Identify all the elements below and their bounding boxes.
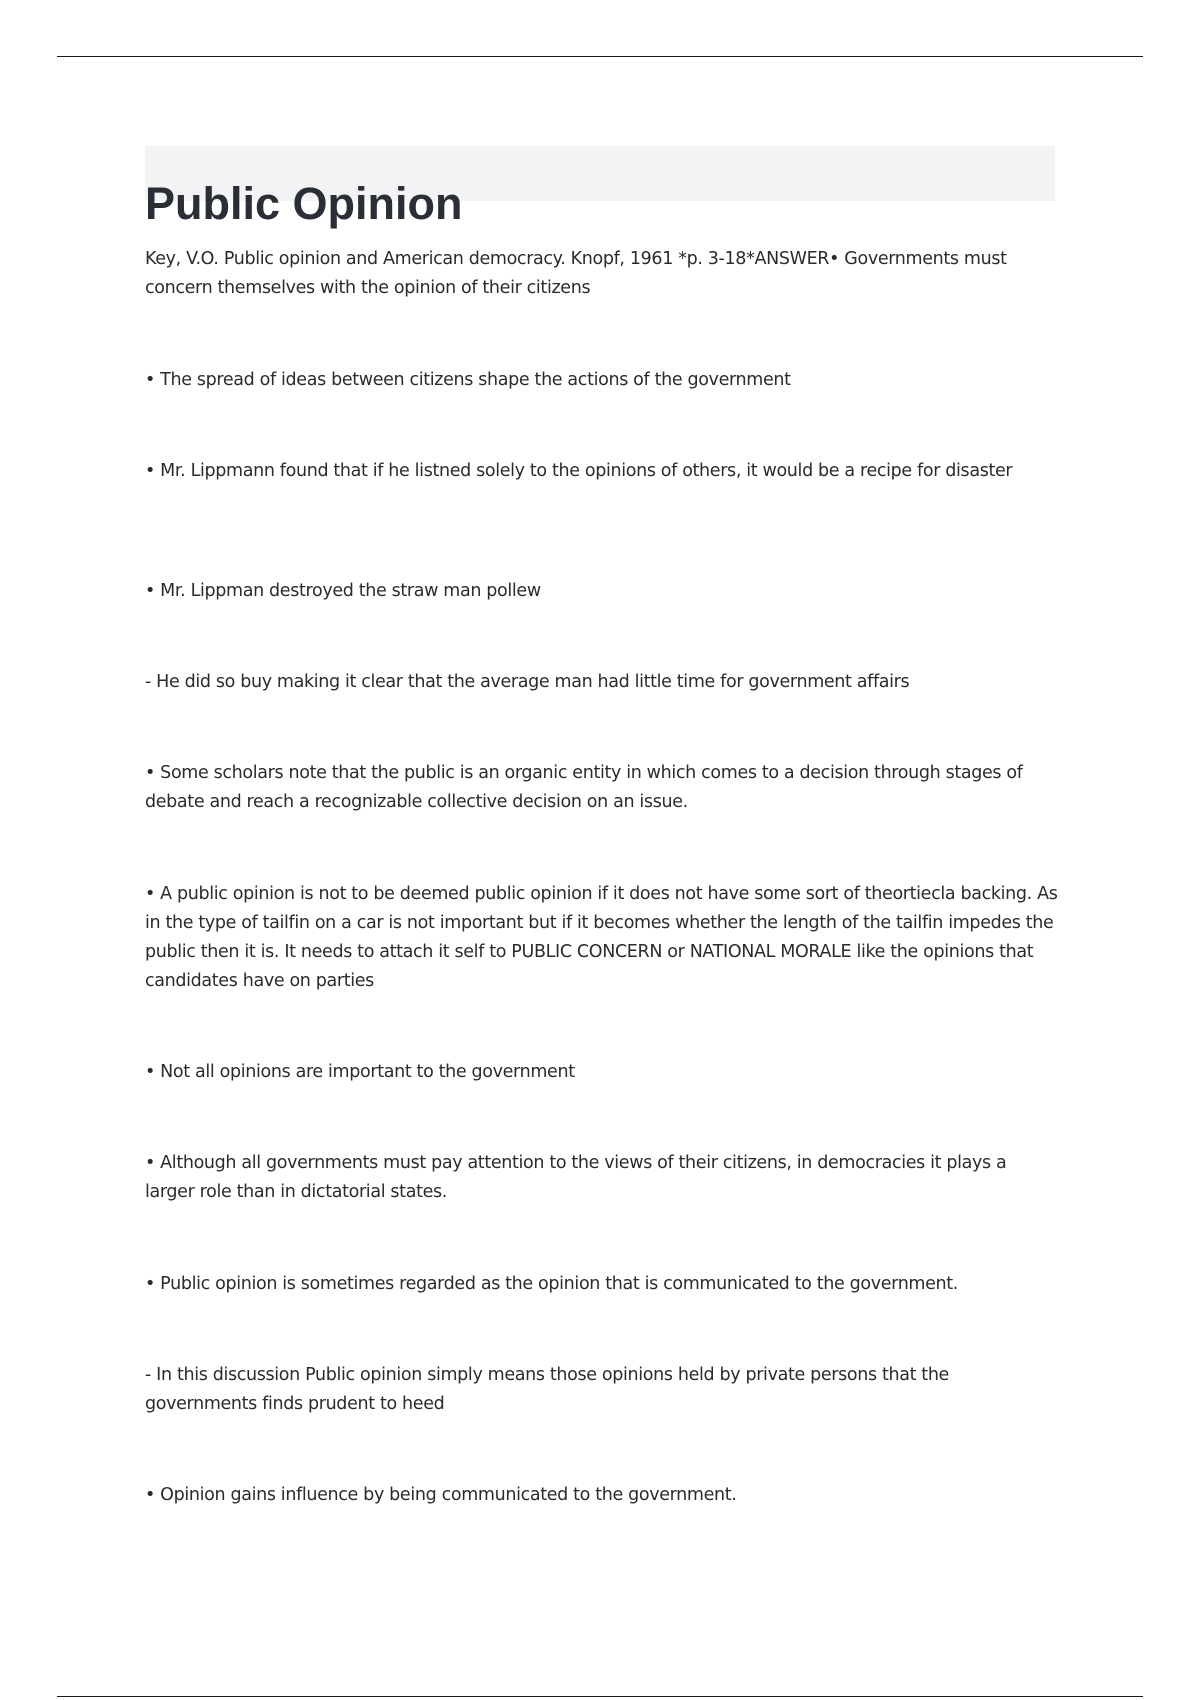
paragraph-bullet: • A public opinion is not to be deemed public opinion if it does not have some sort of theortiecla backing. As in the type of tailfin on a car is not important but if it becomes whether the length of the tailfin impedes the public then it is. It needs to attach it self to PUBLIC CONCERN or NATIONAL MORALE like the opinions that candidates have on parties [145,884,1058,991]
paragraph-bullet: • Although all governments must pay attention to the views of their citizens, in democracies it plays a larger role than in dictatorial states. [145,1153,1007,1202]
paragraph-bullet: • Mr. Lippmann found that if he listned solely to the opinions of others, it would be a recipe for disaster [145,461,1013,481]
paragraph-dash: - In this discussion Public opinion simply means those opinions held by private persons that the governments finds prudent to heed [145,1365,949,1414]
paragraph-bullet: • Not all opinions are important to the government [145,1062,575,1082]
paragraph-bullet: • Some scholars note that the public is an organic entity in which comes to a decision through stages of debate and reach a recognizable collective decision on an issue. [145,763,1023,812]
paragraph-bullet: • The spread of ideas between citizens shape the actions of the government [145,370,791,390]
paragraph-bullet: • Public opinion is sometimes regarded as the opinion that is communicated to the government. [145,1274,959,1294]
paragraph-dash: - He did so buy making it clear that the average man had little time for government affairs [145,672,910,692]
top-divider [57,56,1143,57]
page-title: Public Opinion [145,178,463,230]
paragraph-citation: Key, V.O. Public opinion and American democracy. Knopf, 1961 *p. 3-18*ANSWER• Governments must concern themselves with the opinion of their citizens [145,249,1007,298]
paragraph-bullet: • Opinion gains influence by being communicated to the government. [145,1485,737,1505]
title-banner [145,146,1055,230]
paragraph-bullet: • Mr. Lippman destroyed the straw man pollew [145,581,541,601]
bottom-divider [57,1696,1143,1697]
